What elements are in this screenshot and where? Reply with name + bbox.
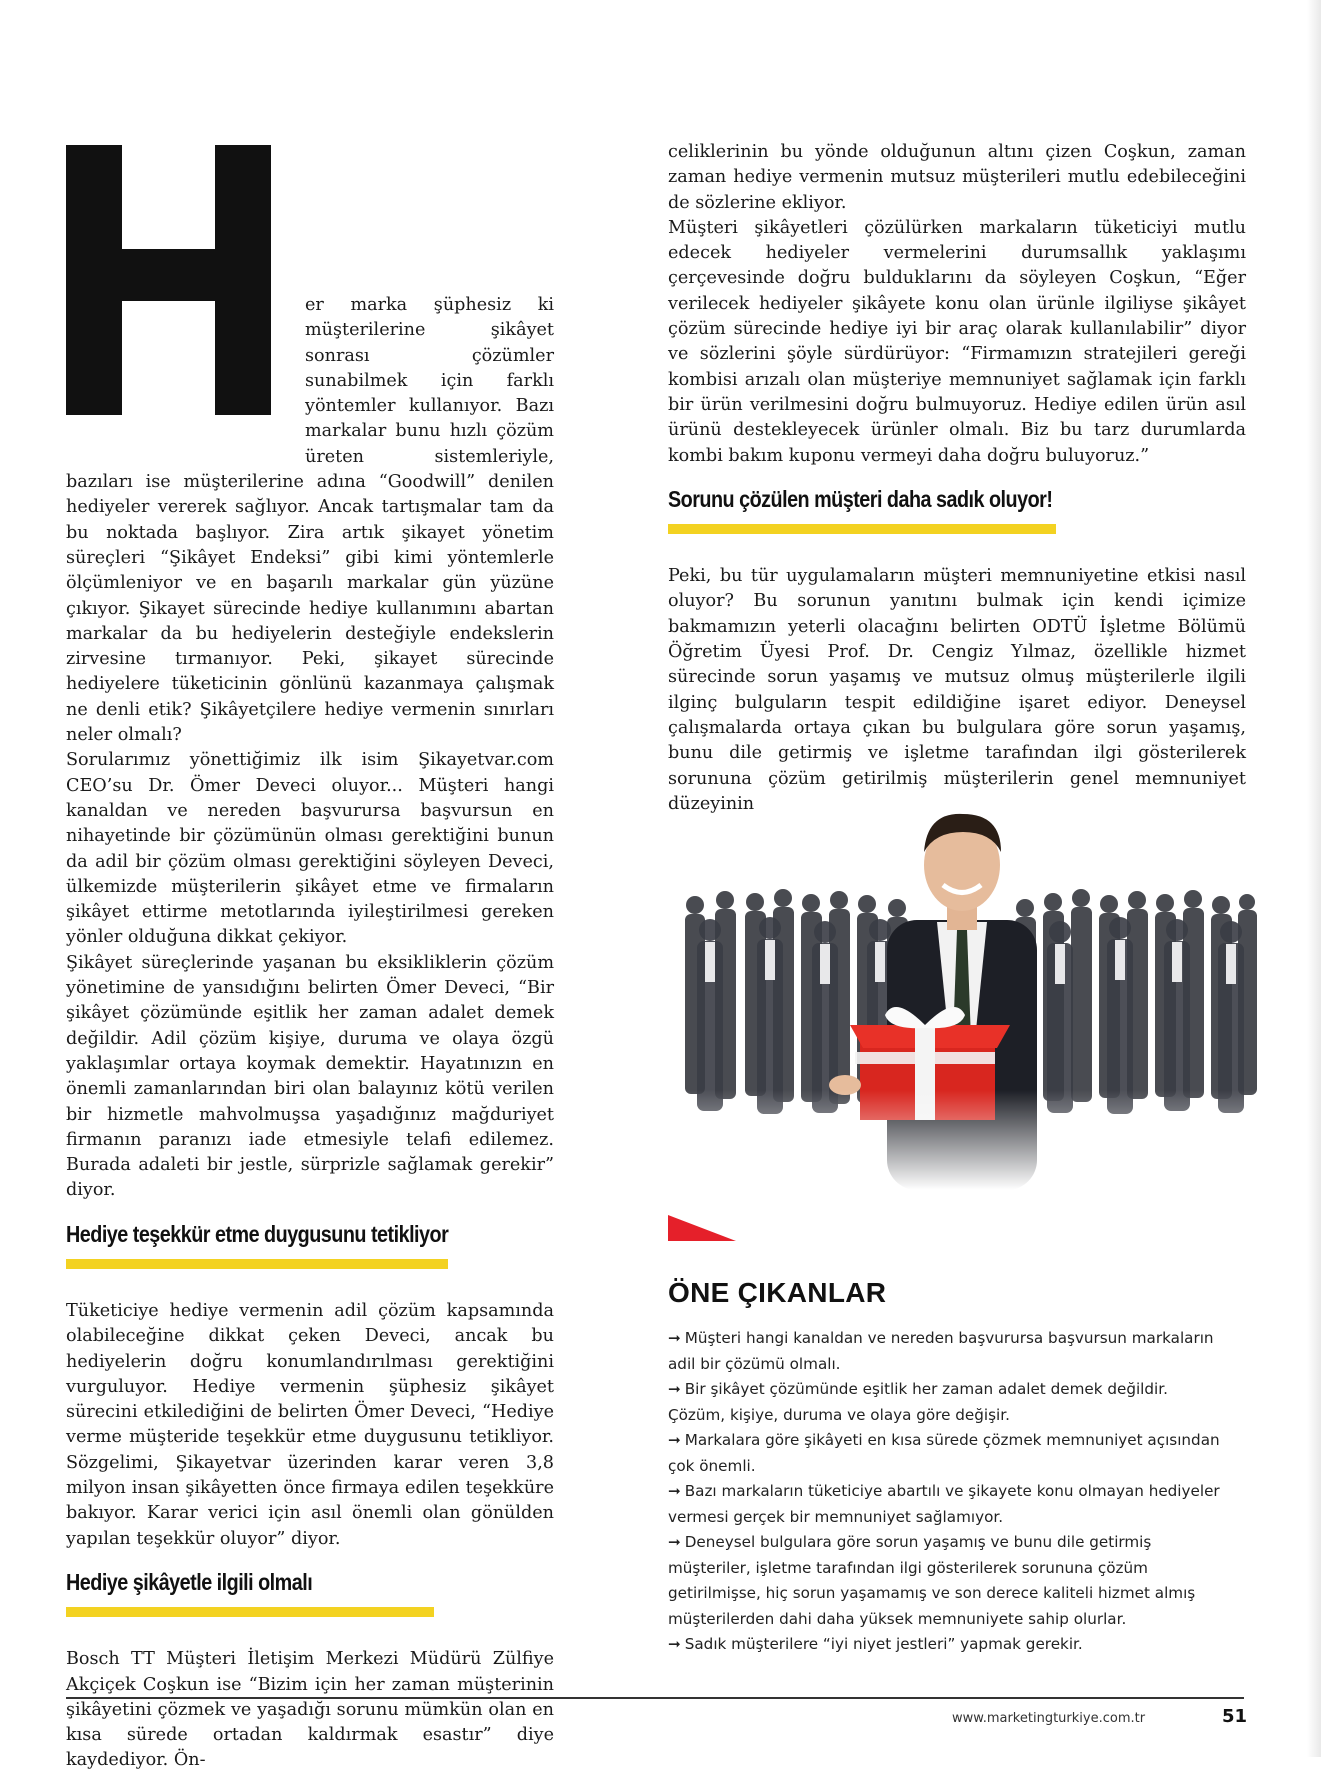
arrow-icon: ➞: [668, 1635, 681, 1653]
highlight-item: ➞ Müşteri hangi kanaldan ve nereden başvurursa başvursun markaların adil bir çözümü olmalı.: [668, 1329, 1214, 1373]
page-edge-shade: [1307, 0, 1321, 1757]
highlight-item: ➞ Sadık müşterilere “iyi niyet jestleri” yapmak gerekir.: [668, 1635, 1083, 1653]
photo-businessman-with-gift: [665, 790, 1257, 1190]
arrow-icon: ➞: [668, 1329, 681, 1347]
highlights-title: ÖNE ÇIKANLAR: [668, 1277, 887, 1308]
paragraph-gift-positioning: Tüketiciye hediye vermenin adil çözüm kapsamında olabileceğine dikkat çeken Deveci, ancak bu hediyelerin doğru konumlandırılması gerektiğini vurguluyor. Hediye vermenin şüphesiz şikâyet sürecini etkilediğini de belirten Ömer Deveci, “Hediye verme müşteride teşekkür etme duygusunu tetikliyor. Sözgelimi, Şikayetvar üzerinden karar veren 3,8 milyon insan şikâyetten önce firmaya edilen teşekküre bakıyor. Karar verici için asıl önemli olan gönülden yapılan teşekkür oluyor” diyor.: [66, 1300, 554, 1549]
subheading-underline-bar: [66, 1259, 448, 1269]
paragraph-coskun-2: Müşteri şikâyetleri çözülürken markaların tüketiciyi mutlu edecek hediyeler vermelerini durumsallık yaklaşımı çerçevesinde doğru bulduklarını da söyleyen Coşkun, “Eğer verilecek hediyeler şikâyete konu olan ürünle ilgiliyse şikâyet çözüm sürecinde hediye iyi bir araç olarak kullanılabilir” diyor ve sözlerini şöyle sürdürüyor: “Firmamızın stratejileri gereği kombisi arızalı olan müşteriye memnuniyet sağlamak için farklı bir ürün verilmesini doğru bulmuyoruz. Hediye edilen ürün asıl ürünü destekleyecek ürünler olmalı. Biz bu tarz durumlarda kombi bakım kuponu vermeyi daha doğru buluyoruz.”: [668, 217, 1246, 466]
dropcap-h-shape: [66, 145, 271, 415]
red-triangle-marker: [668, 1215, 738, 1243]
subheading-underline-bar: [668, 524, 1056, 534]
page-number: 51: [1222, 1706, 1248, 1727]
footer-rule: [66, 1697, 1244, 1699]
subheading-loyal-customer: Sorunu çözülen müşteri daha sadık oluyor!: [668, 485, 1053, 512]
paragraph-deveci-quote: Şikâyet süreçlerinde yaşanan bu eksikliklerin çözüm yönetimine de yansıdığını belirten Ömer Deveci, “Bir şikâyet çözümünde eşitlik her zaman adalet demek değildir. Adil çözüm kişiye, duruma ve olaya özgü yaklaşımlar ortaya koymak demektir. Hayatınızın en önemli zamanlarından biri olan balayınız kötü verilen bir hizmetle mahvolmuşsa yaşadığınız mağduriyet firmanın paranızı iade etmesiyle telafi edilemez. Burada adaleti bir jestle, sürprizle sağlamak gerekir” diyor.: [66, 952, 554, 1201]
arrow-icon: ➞: [668, 1431, 681, 1449]
footer-website: www.marketingturkiye.com.tr: [952, 1711, 1146, 1726]
highlights-list: [668, 1326, 1228, 1658]
subheading-gratitude: Hediye teşekkür etme duygusunu tetikliyor: [66, 1220, 449, 1247]
subheading-gift-related: Hediye şikâyetle ilgili olmalı: [66, 1568, 313, 1595]
paragraph-coskun-1: celiklerinin bu yönde olduğunun altını çizen Coşkun, zaman zaman hediye vermenin mutsuz müşterileri mutlu edebileceğini de sözlerine ekliyor.: [668, 142, 1246, 213]
paragraph-yilmaz: Peki, bu tür uygulamaların müşteri memnuniyetine etkisi nasıl oluyor? Bu sorunun yanıtını bulmak için kendi içimize bakmamızın yeterli olacağını belirten ODTÜ İşletme Bölümü Öğretim Üyesi Prof. Dr. Cengiz Yılmaz, özellikle hizmet sürecinde sorun yaşamış ve mutsuz olmuş müşterilerle ilgili ilginç bulguların tespit edildiğine işaret ediyor. Deneysel çalışmalarda ortaya çıkan bu bulgulara göre sorun yaşamış, bunu dile getirmiş ve işletme tarafından ilgi gösterilerek sorununa çözüm getirilmiş müşterilerin genel memnuniyet: [668, 566, 1246, 789]
highlight-item: ➞ Markalara göre şikâyeti en kısa sürede çözmek memnuniyet açısından çok önemli.: [668, 1431, 1220, 1475]
highlight-item: ➞ Bazı markaların tüketiciye abartılı ve şikayete konu olmayan hediyeler vermesi gerçek bir memnuniyet sağlamıyor.: [668, 1482, 1220, 1526]
intro-paragraph: er marka şüphesiz ki müşterilerine şikâyet sonrası çözümler sunabilmek için farklı yöntemler kullanıyor. Bazı markalar bunu hızlı çözüm üreten sistemleriyle, bazıları ise müşterilerine adına “Goodwill” denilen hediyeler vererek sağlıyor. Ancak tartışmalar tam da bu noktada başlıyor. Zira artık şikayet yönetim süreçleri “Şikâyet Endeksi” gibi kimi yöntemlerle ölçümleniyor ve en başarılı markalar gün yüzüne çıkıyor. Şikayet sürecinde hediye kullanımını abartan markalar da bu hediyelerin desteğiyle endekslerin zirvesine tırmanıyor. Peki, şikayet sürecinde hediyelere tüketicinin gönlünü kazanmaya çalışmak ne denli etik? Şikâyetçilere hediye vermenin sınırları neler olmalı?: [66, 295, 554, 746]
arrow-icon: ➞: [668, 1482, 681, 1500]
arrow-icon: ➞: [668, 1533, 681, 1551]
subheading-underline-bar: [66, 1607, 434, 1617]
paragraph-deveci-intro: Sorularımız yönettiğimiz ilk isim Şikayetvar.com CEO’su Dr. Ömer Deveci oluyor... Müşteri hangi kanaldan ve nereden başvurursa başvursun en nihayetinde bir çözümünün olması gerektiğini bunun da adil bir çözüm olması gerektiğini söyleyen Deveci, ülkemizde müşterilerin şikâyet etme ve firmaların şikâyet ettirme metotlarında iyileştirilmesi gereken yönler olduğuna dikkat çekiyor.: [66, 750, 554, 948]
highlight-item: ➞ Bir şikâyet çözümünde eşitlik her zaman adalet demek değildir. Çözüm, kişiye, duruma ve olaya göre değişir.: [668, 1380, 1168, 1424]
highlight-item: ➞ Deneysel bulgulara göre sorun yaşamış ve bunu dile getirmiş müşteriler, işletme tarafından ilgi gösterilerek sorununa çözüm getirilmişse, hiç sorun yaşamamış ve son derece kaliteli hizmet almış müşterilerden dahi daha yüksek memnuniyete sahip olurlar.: [668, 1533, 1196, 1628]
dropcap-letter: [66, 145, 293, 450]
article-right-column: [668, 140, 1246, 817]
paragraph-bosch: Bosch TT Müşteri İletişim Merkezi Müdürü Zülfiye Akçiçek Coşkun ise “Bizim için her zaman müşterinin şikâyetini çözmek ve yaşadığı sorunu mümkün olan en kısa sürede ortadan kaldırmak esastır” diye kaydediyor. Ön-: [66, 1649, 554, 1771]
arrow-icon: ➞: [668, 1380, 681, 1398]
article-left-column: [66, 293, 554, 1774]
